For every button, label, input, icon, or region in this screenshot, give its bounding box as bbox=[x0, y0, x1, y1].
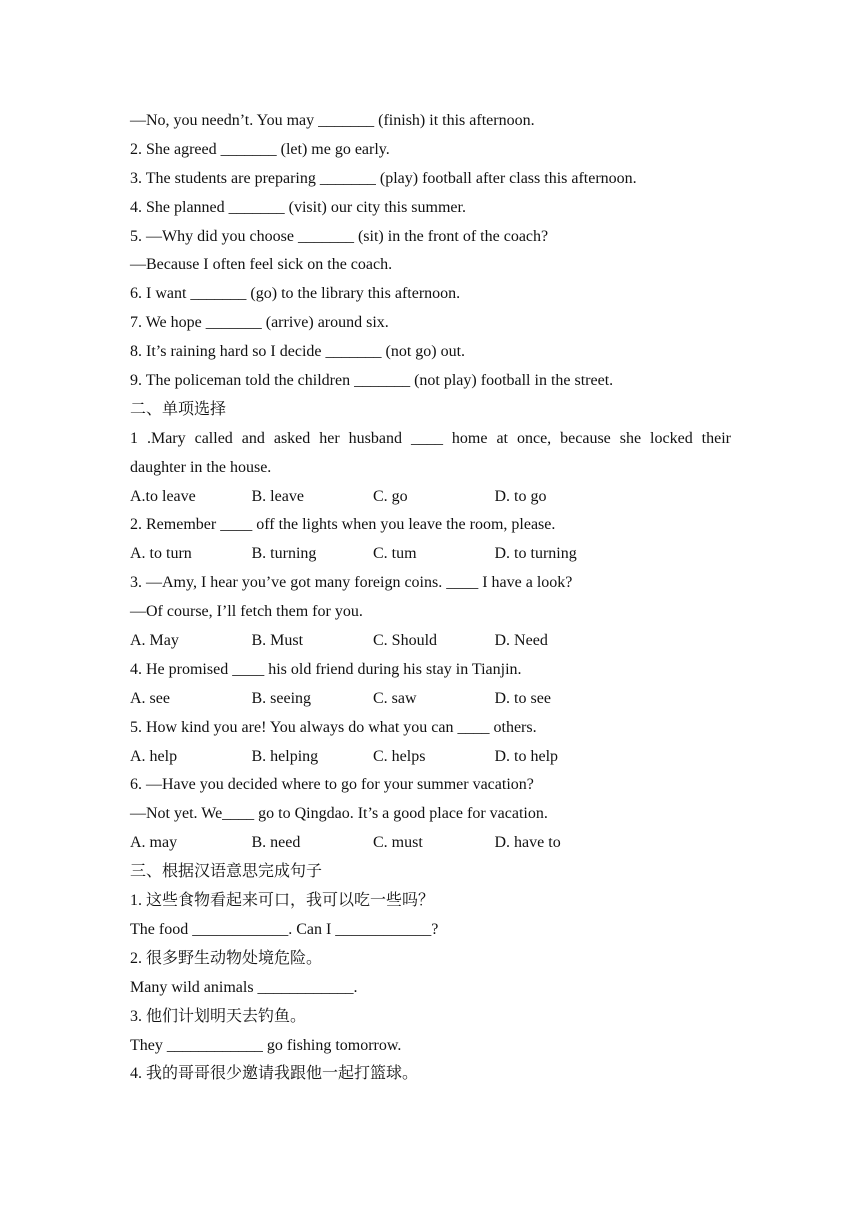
exercise-line: The food ____________. Can I ____________? bbox=[130, 920, 439, 938]
option: B. leave bbox=[251, 487, 304, 505]
option: B. Must bbox=[251, 632, 304, 650]
options-row bbox=[130, 685, 731, 714]
option: B. turning bbox=[251, 545, 317, 563]
exercise-line: Many wild animals ____________. bbox=[130, 978, 358, 996]
question-text: 3. —Amy, I hear you’ve got many foreign coins. ____ I have a look? bbox=[130, 574, 573, 592]
option: D. Need bbox=[494, 632, 548, 650]
option: A. help bbox=[130, 747, 178, 765]
exercise-line: 1. 这些食物看起来可口，我可以吃一些吗？ bbox=[130, 892, 435, 910]
question-reply: —Not yet. We____ go to Qingdao. It’s a good place for vacation. bbox=[130, 805, 548, 823]
question-text: daughter in the house. bbox=[130, 458, 272, 476]
option: C. Should bbox=[373, 632, 438, 650]
question-text: 5. How kind you are! You always do what you can ____ others. bbox=[130, 718, 537, 736]
option: B. seeing bbox=[251, 689, 312, 707]
option: D. have to bbox=[494, 834, 561, 852]
exercise-line: 8. It’s raining hard so I decide _______ (not go) out. bbox=[130, 343, 466, 361]
question-reply: —Of course, I’ll fetch them for you. bbox=[130, 603, 363, 621]
exercise-line: 3. The students are preparing _______ (play) football after class this afternoon. bbox=[130, 169, 637, 187]
option: B. helping bbox=[251, 747, 319, 765]
exercise-line: 4. She planned _______ (visit) our city this summer. bbox=[130, 198, 466, 216]
options-row bbox=[130, 627, 731, 656]
exercise-line: 4. 我的哥哥很少邀请我跟他一起打篮球。 bbox=[130, 1065, 419, 1083]
option: D. to see bbox=[494, 689, 551, 707]
options-row bbox=[130, 829, 731, 858]
section-heading: 三、根据汉语意思完成句子 bbox=[130, 863, 323, 881]
question-text: 4. He promised ____ his old friend during his stay in Tianjin. bbox=[130, 660, 522, 678]
question-text: 1 .Mary called and asked her husband ____ home at once, because she locked their bbox=[130, 429, 731, 447]
option: C. tum bbox=[373, 545, 417, 563]
options-row bbox=[130, 483, 731, 512]
options-row bbox=[130, 540, 731, 569]
exercise-line: They ____________ go fishing tomorrow. bbox=[130, 1036, 402, 1054]
exercise-line: —Because I often feel sick on the coach. bbox=[130, 256, 393, 274]
exercise-line: 3. 他们计划明天去钓鱼。 bbox=[130, 1007, 307, 1025]
option: C. helps bbox=[373, 747, 426, 765]
options-row bbox=[130, 743, 731, 772]
option: C. saw bbox=[373, 689, 417, 707]
exercise-line: —No, you needn’t. You may _______ (finish) it this afternoon. bbox=[130, 112, 535, 129]
option: A. to turn bbox=[130, 545, 192, 563]
option: B. need bbox=[251, 834, 301, 852]
section-heading: 二、单项选择 bbox=[130, 400, 227, 418]
worksheet-page bbox=[130, 107, 731, 1089]
exercise-line: 2. 很多野生动物处境危险。 bbox=[130, 949, 323, 967]
option: C. go bbox=[373, 487, 408, 505]
exercise-line: 5. —Why did you choose _______ (sit) in the front of the coach? bbox=[130, 227, 549, 245]
exercise-line: 2. She agreed _______ (let) me go early. bbox=[130, 140, 390, 158]
option: C. must bbox=[373, 834, 423, 852]
option: D. to go bbox=[494, 487, 547, 505]
option: D. to turning bbox=[494, 545, 577, 563]
exercise-line: 6. I want _______ (go) to the library this afternoon. bbox=[130, 285, 461, 303]
question-text: 6. —Have you decided where to go for your summer vacation? bbox=[130, 776, 534, 794]
option: A. May bbox=[130, 632, 179, 650]
exercise-line: 7. We hope _______ (arrive) around six. bbox=[130, 314, 389, 332]
exercise-line: 9. The policeman told the children _______ (not play) football in the street. bbox=[130, 372, 614, 390]
option: A. see bbox=[130, 689, 170, 707]
option: A. may bbox=[130, 834, 178, 852]
question-text: 2. Remember ____ off the lights when you leave the room, please. bbox=[130, 516, 556, 534]
option: D. to help bbox=[494, 747, 559, 765]
option: A.to leave bbox=[130, 487, 196, 505]
